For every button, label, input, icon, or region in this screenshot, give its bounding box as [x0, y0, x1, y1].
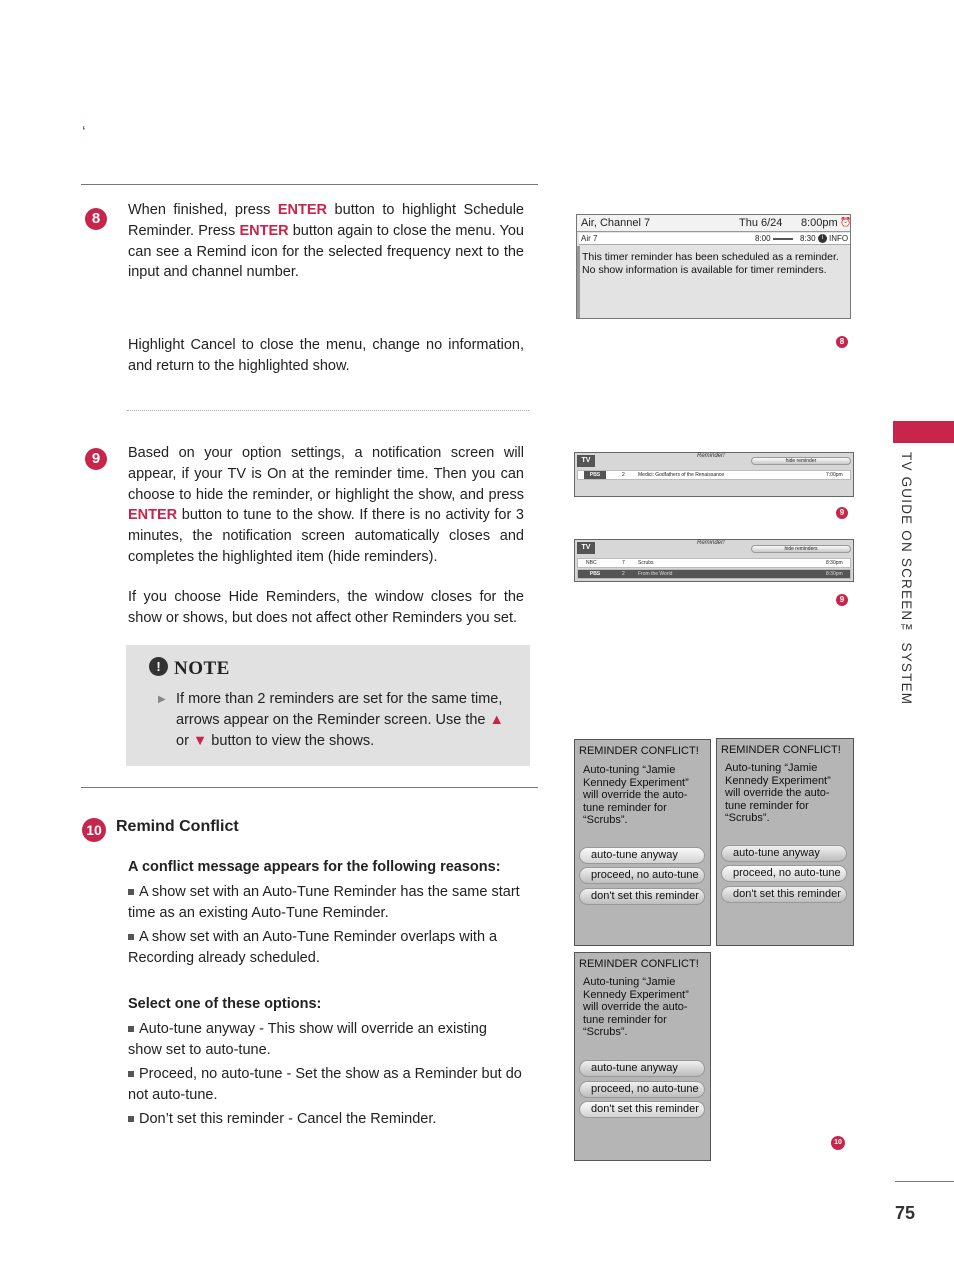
- dont-set-reminder-button[interactable]: don't set this reminder: [721, 886, 847, 903]
- auto-tune-anyway-button[interactable]: auto-tune anyway: [579, 847, 705, 864]
- info-label: INFO: [829, 234, 849, 243]
- reminder-scheduled-screen: [576, 214, 851, 319]
- reminder-row-time: 7:00pm: [826, 472, 843, 478]
- page-number: 75: [895, 1203, 916, 1223]
- auto-tune-anyway-button[interactable]: auto-tune anyway: [721, 845, 847, 862]
- screenshot-8-badge: 8: [836, 336, 848, 348]
- proceed-no-auto-tune-button[interactable]: proceed, no auto-tune: [721, 865, 847, 882]
- alarm-clock-icon: ⏰: [840, 217, 852, 227]
- auto-tune-anyway-button[interactable]: auto-tune anyway: [579, 1060, 705, 1077]
- section-divider: [127, 410, 529, 411]
- hide-reminders-button[interactable]: hide reminders: [751, 545, 851, 553]
- screen-header: [577, 215, 850, 232]
- exclamation-icon: !: [149, 657, 168, 676]
- reminder-row-channel: 2: [622, 571, 625, 577]
- reminder-row[interactable]: [577, 569, 851, 579]
- step-8-badge: 8: [85, 208, 107, 230]
- reason-1: A show set with an Auto-Tune Reminder has the same start time as an existing Auto-Tune Reminder.: [128, 884, 520, 921]
- conflict-dialog-2: [716, 738, 854, 946]
- proceed-no-auto-tune-button[interactable]: proceed, no auto-tune: [579, 867, 705, 884]
- conflict-title: REMINDER CONFLICT!: [579, 745, 699, 757]
- reminder-notification-multiple: [574, 539, 854, 582]
- option-2: Proceed, no auto-tune - Set the show as a Reminder but do not auto-tune.: [128, 1066, 522, 1103]
- screen-left-edge: [577, 246, 580, 318]
- triangle-bullet-icon: ▶: [158, 694, 166, 705]
- reminder-row[interactable]: [577, 470, 851, 480]
- conflict-message: Auto-tuning “Jamie Kennedy Experiment” will override the auto-tune reminder for “Scrubs”.: [583, 764, 689, 826]
- start-time: 8:00: [755, 234, 771, 243]
- end-time: 8:30: [800, 234, 816, 243]
- screenshot-9a-badge: 9: [836, 507, 848, 519]
- pbs-logo: PBS: [584, 570, 606, 578]
- option-3: Don’t set this reminder - Cancel the Reminder.: [128, 1109, 528, 1130]
- reminder-label: Reminder!: [697, 540, 725, 546]
- reminder-row-channel: 7: [622, 560, 625, 566]
- screenshot-9b-badge: 9: [836, 594, 848, 606]
- input-label: Air 7: [581, 234, 598, 243]
- dont-set-reminder-button[interactable]: don't set this reminder: [579, 888, 705, 905]
- step-8-cancel-text: Highlight Cancel to close the menu, change no information, and return to the highlighted show.: [128, 337, 524, 374]
- step-10-title: Remind Conflict: [116, 818, 239, 835]
- step-9-badge: 9: [85, 448, 107, 470]
- step-8-text: When finished, press ENTER button to highlight Schedule Reminder. Press ENTER button again to close the menu. You can see a Remind icon for the selected frequency next to the input and channel number.: [128, 202, 524, 281]
- screenshot-10-badge: 10: [831, 1136, 845, 1150]
- conflict-dialog-1: [574, 739, 711, 946]
- date-label: Thu 6/24: [739, 217, 783, 229]
- pbs-logo: PBS: [584, 471, 606, 479]
- tv-guide-logo: TV: [577, 542, 595, 554]
- hide-reminder-button[interactable]: hide reminder: [751, 457, 851, 465]
- conflict-dialog-3: [574, 952, 711, 1161]
- time-label: 8:00pm: [801, 217, 838, 229]
- mid-rule: [81, 787, 538, 788]
- option-1: Auto-tune anyway - This show will override an existing show set to auto-tune.: [128, 1021, 487, 1058]
- dont-set-reminder-button[interactable]: don't set this reminder: [579, 1101, 705, 1118]
- reminder-row-network: NBC: [586, 560, 597, 566]
- info-icon: i: [818, 234, 827, 243]
- conflict-message: Auto-tuning “Jamie Kennedy Experiment” will override the auto-tune reminder for “Scrubs”.: [725, 762, 831, 824]
- reminder-notification-single: [574, 452, 854, 497]
- reminder-row-title: Scrubs: [638, 560, 654, 566]
- chapter-title: TV GUIDE ON SCREEN™ SYSTEM: [899, 452, 914, 706]
- reason-2: A show set with an Auto-Tune Reminder overlaps with a Recording already scheduled.: [128, 929, 498, 966]
- reminder-row-title: Medici: Godfathers of the Renaissance: [638, 472, 725, 478]
- chapter-tab: [893, 421, 954, 443]
- conflict-title: REMINDER CONFLICT!: [579, 958, 699, 970]
- proceed-no-auto-tune-button[interactable]: proceed, no auto-tune: [579, 1081, 705, 1098]
- reminder-label: Reminder!: [697, 453, 725, 459]
- reminder-row-time: 8:30pm: [826, 571, 843, 577]
- tv-guide-logo: TV: [577, 455, 595, 467]
- page-number-rule: [895, 1181, 954, 1182]
- scheduled-message: This timer reminder has been scheduled as a reminder. No show information is available for timer reminders.: [582, 251, 839, 276]
- reminder-row[interactable]: [577, 558, 851, 568]
- options-heading: Select one of these options:: [128, 996, 322, 1012]
- conflict-message: Auto-tuning “Jamie Kennedy Experiment” will override the auto-tune reminder for “Scrubs”.: [583, 976, 689, 1038]
- reasons-heading: A conflict message appears for the following reasons:: [128, 859, 501, 875]
- note-title: NOTE: [174, 658, 230, 679]
- note-text: If more than 2 reminders are set for the same time, arrows appear on the Reminder screen. Use the ▲ or ▼ button to view the shows.: [176, 691, 504, 749]
- input-bar: [579, 233, 850, 245]
- progress-bar: [773, 238, 793, 240]
- reminder-row-title: From the World: [638, 571, 673, 577]
- conflict-title: REMINDER CONFLICT!: [721, 744, 841, 756]
- step-10-badge: 10: [82, 818, 106, 842]
- channel-title: Air, Channel 7: [581, 217, 651, 229]
- reminder-row-channel: 2: [622, 472, 625, 478]
- top-mark: ‘: [82, 124, 86, 141]
- reminder-row-time: 8:30pm: [826, 560, 843, 566]
- step-9-hide-text: If you choose Hide Reminders, the window closes for the show or shows, but does not affect other Reminders you set.: [128, 589, 524, 626]
- step-9-text: Based on your option settings, a notification screen will appear, if your TV is On at the reminder time. Then you can choose to hide the reminder, or highlight the show, and press ENTER button to tune to the show. If there is no activity for 3 minutes, the notification screen automatically closes and completes the highlighted item (hide reminders).: [128, 445, 524, 565]
- top-rule: [81, 184, 538, 185]
